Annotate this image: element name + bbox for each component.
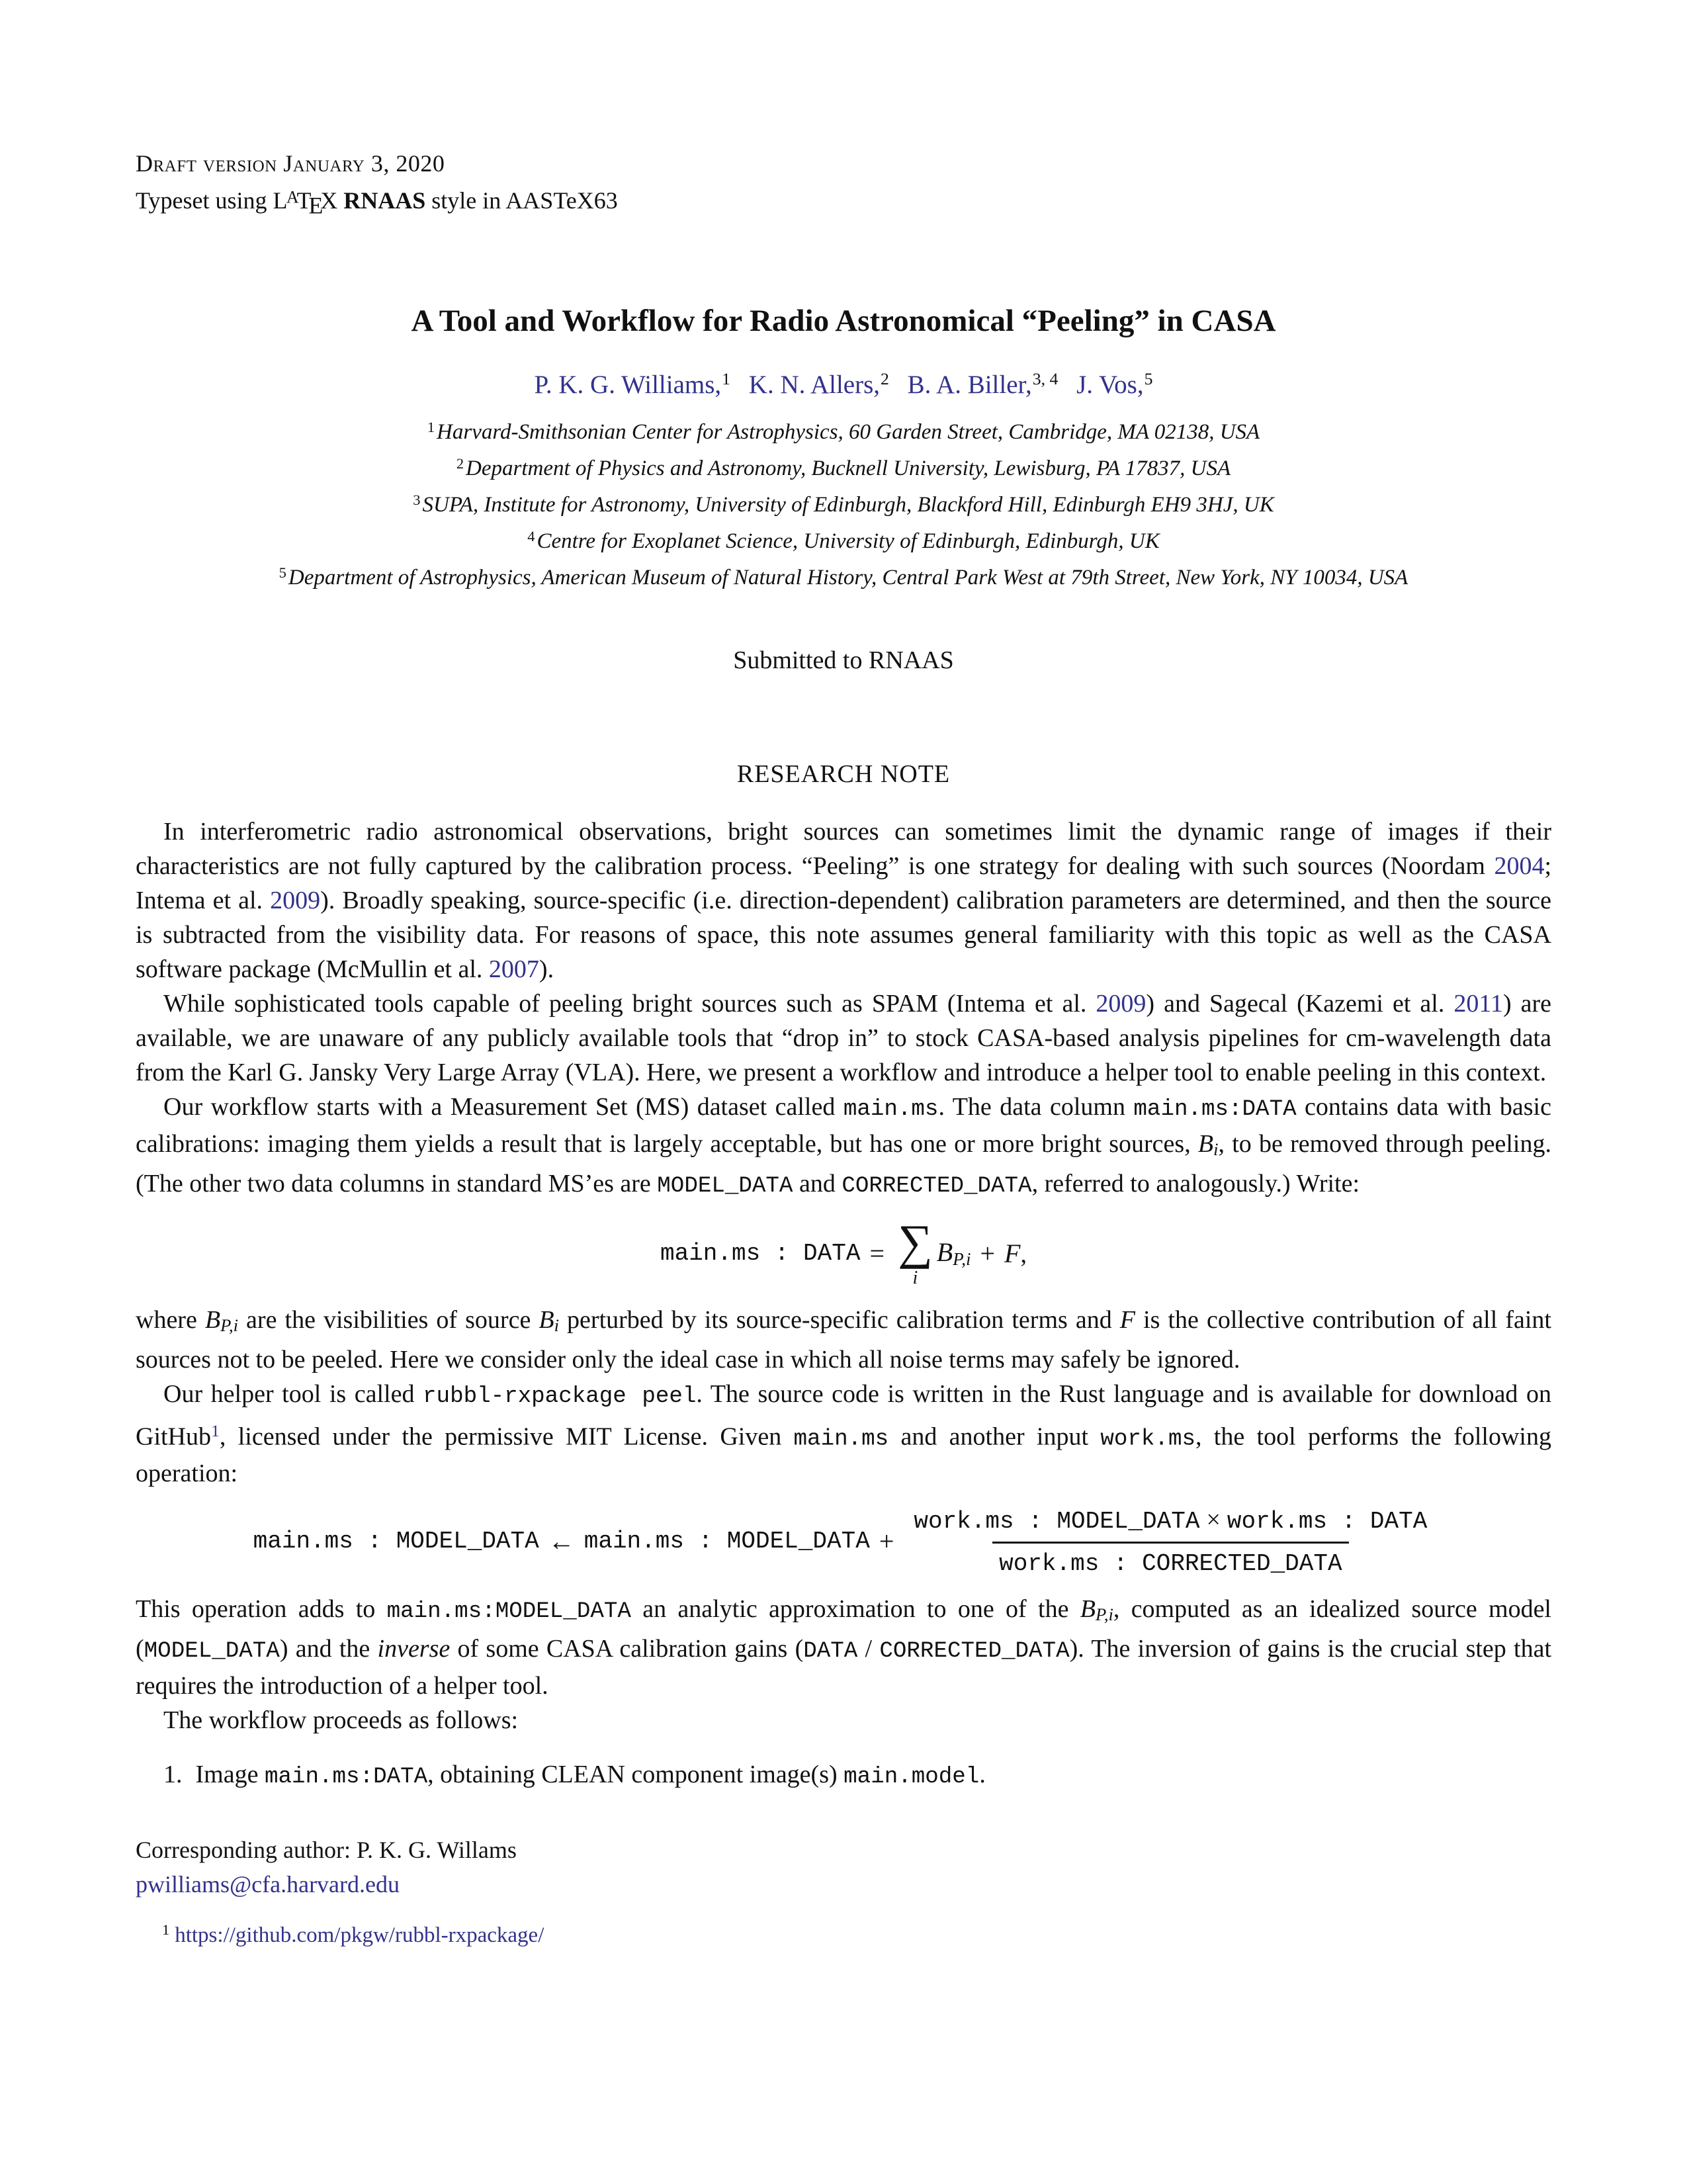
- footnote-marker: 1: [162, 1921, 170, 1939]
- text-segment: are the visibilities of source: [238, 1306, 539, 1334]
- fraction-numerator: [907, 1505, 1434, 1542]
- text-segment: main.ms: [793, 1426, 889, 1452]
- affiliation-number: 3: [413, 492, 421, 509]
- corresponding-author-line: Corresponding author: P. K. G. Willams: [136, 1837, 517, 1864]
- eq1-term-base: B: [936, 1237, 953, 1268]
- text-segment: perturbed by its source-specific calibration terms and: [558, 1306, 1120, 1334]
- affiliation-list: [136, 412, 1551, 593]
- list-item-text: [196, 1761, 986, 1788]
- citation-link[interactable]: 2007: [488, 955, 539, 984]
- text-segment: P,i: [1096, 1604, 1113, 1625]
- plus-sign: +: [980, 1238, 996, 1268]
- text-segment: , licensed under the permissive MIT License. Given: [219, 1422, 794, 1451]
- eq2-num-right: work.ms : DATA: [1227, 1508, 1428, 1536]
- author-affil-ref: 2: [881, 369, 889, 388]
- text-segment: ). Broadly speaking, source-specific (i.e. direction-dependent) calibration parameters are determined, and then the source is subtracted from the visibility data. For reasons of space, this note assumes general familiarity with this topic as well as the CASA software package (McMullin et al.: [136, 887, 1551, 984]
- paragraph: [136, 1303, 1551, 1377]
- text-segment: This operation adds to: [136, 1595, 387, 1624]
- author-list: [136, 363, 1551, 401]
- affiliation: [136, 521, 1551, 557]
- affiliation-text: Department of Astrophysics, American Museum of Natural History, Central Park West at 79th Street, New York, NY 10034, USA: [288, 566, 1408, 590]
- author-affil-ref: 3, 4: [1032, 369, 1059, 388]
- typeset-suffix: style in AASTeX63: [425, 187, 618, 214]
- author-link[interactable]: J. Vos,: [1076, 370, 1144, 399]
- page-title: A Tool and Workflow for Radio Astronomical “Peeling” in CASA: [411, 304, 1276, 338]
- text-segment: Our workflow starts with a Measurement Set (MS) dataset called: [163, 1093, 844, 1121]
- footnote-url-link[interactable]: https://github.com/pkgw/rubbl-rxpackage/: [175, 1923, 544, 1948]
- text-segment: , referred to analogously.) Write:: [1031, 1170, 1360, 1198]
- text-segment: main.ms:DATA: [264, 1765, 428, 1790]
- paragraph: [136, 1090, 1551, 1203]
- text-segment: Image: [195, 1761, 265, 1789]
- draft-version-line: Draft version January 3, 2020: [136, 150, 445, 177]
- eq1-comma: ,: [1020, 1240, 1027, 1268]
- text-segment: where: [136, 1306, 205, 1334]
- text-segment: ) and Sagecal (Kazemi et al.: [1146, 990, 1454, 1018]
- affiliation-number: 1: [427, 418, 435, 435]
- text-segment: The workflow proceeds as follows:: [163, 1706, 519, 1735]
- latex-logo: [273, 187, 338, 219]
- text-segment: Our helper tool is called: [163, 1379, 423, 1408]
- paragraph: [136, 814, 1551, 986]
- text-segment: CORRECTED_DATA: [842, 1174, 1032, 1200]
- text-segment: i: [1213, 1139, 1219, 1160]
- affiliation: [136, 448, 1551, 484]
- typeset-line: [136, 186, 1551, 218]
- text-segment: In interferometric radio astronomical observations, bright sources can sometimes limit the dynamic range of images if their characteristics are not fully captured by the calibration process. “Peeling” is one strategy for dealing with such sources (Noordam: [136, 818, 1551, 881]
- text-segment: main.model: [844, 1765, 980, 1790]
- text-segment: CORRECTED_DATA: [879, 1639, 1070, 1665]
- text-segment: work.ms: [1100, 1426, 1195, 1452]
- text-segment: , obtaining CLEAN component image(s): [427, 1761, 844, 1789]
- text-segment: i: [554, 1315, 559, 1335]
- journal-style-name: RNAAS: [343, 187, 426, 214]
- eq1-term: [937, 1237, 971, 1270]
- workflow-list: [136, 1757, 1551, 1794]
- text-segment: B: [539, 1306, 554, 1334]
- affiliation-number: 2: [456, 455, 464, 472]
- text-segment: B: [1197, 1130, 1214, 1158]
- email-link[interactable]: pwilliams@cfa.harvard.edu: [136, 1871, 400, 1898]
- text-segment: ) and the: [279, 1635, 378, 1663]
- author-affil-ref: 1: [722, 369, 731, 388]
- section-heading: RESEARCH NOTE: [736, 760, 951, 789]
- affiliation-text: Harvard-Smithsonian Center for Astrophysics, 60 Garden Street, Cambridge, MA 02138, USA: [437, 419, 1260, 444]
- list-item: [136, 1757, 1551, 1794]
- text-segment: ). The inversion of gains is the crucial step that requires the introduction of a helper tool.: [136, 1635, 1552, 1700]
- equation-1: [136, 1215, 1551, 1289]
- equation-2: [136, 1505, 1551, 1577]
- times-sign: ×: [1206, 1506, 1221, 1534]
- text-segment: contains data with basic calibrations: imaging them yields a result that is largely acceptable, but has one or more bright sources,: [136, 1093, 1551, 1158]
- text-segment: an analytic approximation to one of the: [630, 1595, 1080, 1624]
- article-body: [136, 814, 1551, 1794]
- latex-t: T: [296, 187, 312, 214]
- author: [1076, 371, 1152, 399]
- fraction: [907, 1505, 1434, 1577]
- text-segment: .: [979, 1761, 986, 1789]
- affiliation-text: Department of Physics and Astronomy, Bucknell University, Lewisburg, PA 17837, USA: [466, 457, 1231, 481]
- fraction-denominator: work.ms : CORRECTED_DATA: [992, 1542, 1348, 1577]
- eq1-f-term: [1004, 1238, 1027, 1269]
- text-segment: MODEL_DATA: [657, 1174, 793, 1200]
- plus-sign: +: [879, 1526, 894, 1557]
- text-segment: inverse: [377, 1635, 451, 1663]
- affiliation: [136, 557, 1551, 593]
- latex-a: A: [286, 187, 299, 207]
- text-segment: MODEL_DATA: [144, 1639, 280, 1665]
- latex-x: X: [320, 187, 338, 214]
- eq2-num-left: work.ms : MODEL_DATA: [914, 1508, 1200, 1536]
- text-segment: main.ms:DATA: [1133, 1097, 1297, 1123]
- eq2-lhs: main.ms : MODEL_DATA: [253, 1528, 539, 1555]
- citation-link[interactable]: 2011: [1453, 990, 1503, 1018]
- text-segment: and: [793, 1170, 842, 1198]
- submitted-line: Submitted to RNAAS: [733, 646, 954, 675]
- text-segment: . The source code is written in the Rust language and is available for download on GitHub: [136, 1379, 1551, 1451]
- text-segment: is the collective contribution of all faint sources not to be peeled. Here we consider only the ideal case in which all noise terms may safely be ignored.: [136, 1306, 1551, 1374]
- text-segment: , computed as an idealized source model (: [136, 1595, 1551, 1663]
- text-segment: and another input: [888, 1422, 1101, 1451]
- author-affil-ref: 5: [1144, 369, 1153, 388]
- affiliation: [136, 484, 1551, 521]
- left-arrow: ←: [548, 1526, 575, 1557]
- list-item-number: 1.: [163, 1761, 183, 1789]
- text-segment: ) are available, we are unaware of any publicly available tools that “drop in” to stock CASA-based analysis pipelines for cm-wavelength data from the Karl G. Jansky Very Large Array (VLA). Here, we present a workflow and introduce a helper tool to enable peeling in this context.: [136, 990, 1551, 1087]
- affiliation-text: Centre for Exoplanet Science, University of Edinburgh, Edinburgh, UK: [537, 529, 1160, 554]
- author-link[interactable]: P. K. G. Williams,: [534, 370, 722, 399]
- summation-index: i: [912, 1268, 918, 1289]
- author: [535, 371, 731, 399]
- text-segment: ; Intema et al.: [136, 852, 1551, 915]
- citation-link[interactable]: 2009: [1096, 990, 1146, 1018]
- paragraph: [136, 1592, 1551, 1703]
- text-segment: While sophisticated tools capable of peeling bright sources such as SPAM (Intema et al.: [163, 990, 1096, 1018]
- text-segment: main.ms: [843, 1097, 939, 1123]
- text-segment: , the tool performs the following operation:: [136, 1422, 1551, 1488]
- eq1-lhs: main.ms : DATA: [660, 1239, 861, 1267]
- corresponding-author-block: [136, 1833, 1551, 1901]
- equals-sign: =: [869, 1238, 885, 1268]
- text-segment: /: [857, 1635, 880, 1663]
- text-segment: rubbl-rxpackage peel: [423, 1383, 697, 1409]
- corresponding-author-email-line: [136, 1867, 1551, 1901]
- affiliation-text: SUPA, Institute for Astronomy, University of Edinburgh, Blackford Hill, Edinburgh EH9 3HJ, UK: [422, 493, 1274, 517]
- text-segment: F: [1119, 1306, 1136, 1334]
- paragraph: [136, 986, 1551, 1090]
- eq1-term-subscript: P,i: [953, 1249, 971, 1270]
- footnote-ref[interactable]: 1: [211, 1420, 220, 1440]
- eq2-mid: main.ms : MODEL_DATA: [584, 1528, 870, 1555]
- text-segment: main.ms:MODEL_DATA: [386, 1599, 631, 1625]
- text-segment: ).: [539, 955, 554, 984]
- latex-e: E: [308, 192, 324, 219]
- eq1-f: F: [1004, 1238, 1021, 1268]
- text-segment: , to be removed through peeling. (The other two data columns in standard MS’es are: [136, 1130, 1551, 1198]
- text-segment: P,i: [220, 1315, 238, 1335]
- typeset-prefix: Typeset using: [136, 187, 273, 214]
- citation-link[interactable]: 2009: [270, 887, 321, 915]
- summation-symbol: [898, 1215, 933, 1289]
- author-link[interactable]: K. N. Allers,: [748, 370, 881, 399]
- paragraph: [136, 1377, 1551, 1491]
- author: [749, 371, 889, 399]
- text-segment: of some CASA calibration gains (: [450, 1635, 804, 1663]
- citation-link[interactable]: 2004: [1494, 852, 1545, 881]
- text-segment: DATA: [803, 1639, 858, 1665]
- footnote: [136, 1916, 1551, 1949]
- text-segment: B: [1080, 1595, 1096, 1624]
- space: [337, 187, 343, 214]
- author: [908, 371, 1059, 399]
- author-link[interactable]: B. A. Biller,: [907, 370, 1032, 399]
- paragraph: [136, 1703, 1551, 1737]
- text-segment: . The data column: [938, 1093, 1134, 1121]
- text-segment: B: [204, 1306, 221, 1334]
- sigma-glyph: ∑: [898, 1215, 933, 1270]
- affiliation-number: 5: [279, 564, 286, 582]
- affiliation: [136, 412, 1551, 448]
- affiliation-number: 4: [527, 528, 535, 545]
- latex-l: L: [273, 187, 288, 214]
